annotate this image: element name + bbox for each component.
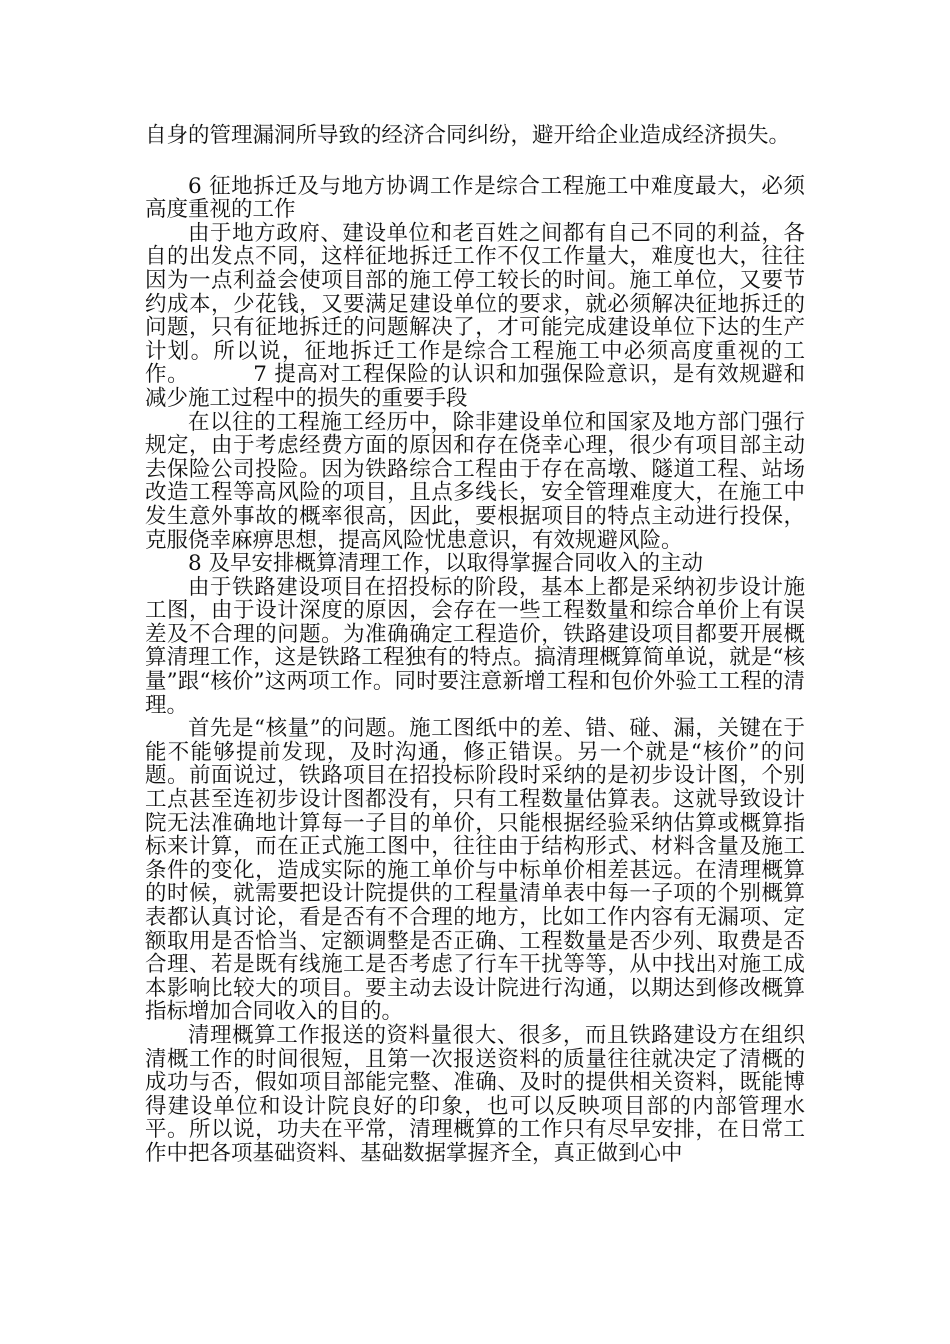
paragraph-land-acquisition-text: 由于地方政府、建设单位和老百姓之间都有自己不同的利益，各自的出发点不同，这样征地拆迁工作不仅工作量大，难度也大，往往因为一点利益会使项目部的施工停工较长的时间。施工单位，又要节约成本，少花钱，又要满足建设单位的要求，就必须解决征地拆迁的问题，只有征地拆迁的问题解决了，才可能完成建设单位下达的生产计划。所以说，征地拆迁工作是综合工程施工中必须高度重视的工作。 [145, 220, 805, 388]
paragraph-intro-tail: 自身的管理漏洞所导致的经济合同纠纷，避开给企业造成经济损失。 [145, 123, 791, 148]
paragraph-gap [145, 148, 805, 175]
section-heading-6: 6 征地拆迁及与地方协调工作是综合工程施工中难度最大，必须高度重视的工作 [145, 173, 805, 223]
document-page [145, 124, 805, 1166]
section-heading-8: 8 及早安排概算清理工作，以取得掌握合同收入的主动 [188, 551, 704, 577]
paragraph-quantity-and-price: 首先是“核量”的问题。施工图纸中的差、错、碰、漏，关键在于能不能够提前发现，及时沟通，修正错误。另一个就是“核价”的问题。前面说过，铁路项目在招投标阶段时采纳的是初步设计图，个别工点甚至连初步设计图都没有，只有工程数量估算表。这就导致设计院无法准确地计算每一子目的单价，只能根据经验采纳估算或概算指标来计算，而在正式施工图中，往往由于结构形式、材料含量及施工条件的变化，造成实际的施工单价与中标单价相差甚远。在清理概算的时候，就需要把设计院提供的工程量清单表中每一子项的个别概算表都认真讨论，看是否有不合理的地方，比如工作内容有无漏项、定额取用是否恰当、定额调整是否正确、工程数量是否少列、取费是否合理、若是既有线施工是否考虑了行车干扰等等，从中找出对施工成本影响比较大的项目。要主动去设计院进行沟通，以期达到修改概算指标增加合同收入的目的。 [145, 716, 805, 1025]
paragraph-submission: 清理概算工作报送的资料量很大、很多，而且铁路建设方在组织清概工作的时间很短，且第一次报送资料的质量往往就决定了清概的成功与否，假如项目部能完整、准确、及时的提供相关资料，既能博得建设单位和设计院良好的印象，也可以反映项目部的内部管理水平。所以说，功夫在平常，清理概算的工作只有尽早安排，在日常工作中把各项基础资料、基础数据掌握齐全，真正做到心中 [145, 1022, 805, 1166]
paragraph-insurance: 在以往的工程施工经历中，除非建设单位和国家及地方部门强行规定，由于考虑经费方面的原因和存在侥幸心理，很少有项目部主动去保险公司投险。因为铁路综合工程由于存在高墩、隧道工程、站场改造工程等高风险的项目，且点多线长，安全管理难度大，在施工中发生意外事故的概率很高，因此，要根据项目的特点主动进行投保，克服侥幸麻痹思想，提高风险忧患意识，有效规避风险。 [145, 409, 805, 553]
section-heading-7: 7 提高对工程保险的认识和加强保险意识，是有效规避和减少施工过程中的损失的重要手段 [145, 362, 805, 411]
paragraph-land-acquisition [145, 222, 805, 411]
paragraph-estimate-cleanup: 由于铁路建设项目在招投标的阶段，基本上都是采纳初步设计施工图，由于设计深度的原因，会存在一些工程数量和综合单价上有误差及不合理的问题。为准确确定工程造价，铁路建设项目都要开展概算清理工作，这是铁路工程独有的特点。搞清理概算简单说，就是“核量”跟“核价”这两项工作。同时要注意新增工程和包价外验工工程的清理。 [145, 574, 805, 718]
